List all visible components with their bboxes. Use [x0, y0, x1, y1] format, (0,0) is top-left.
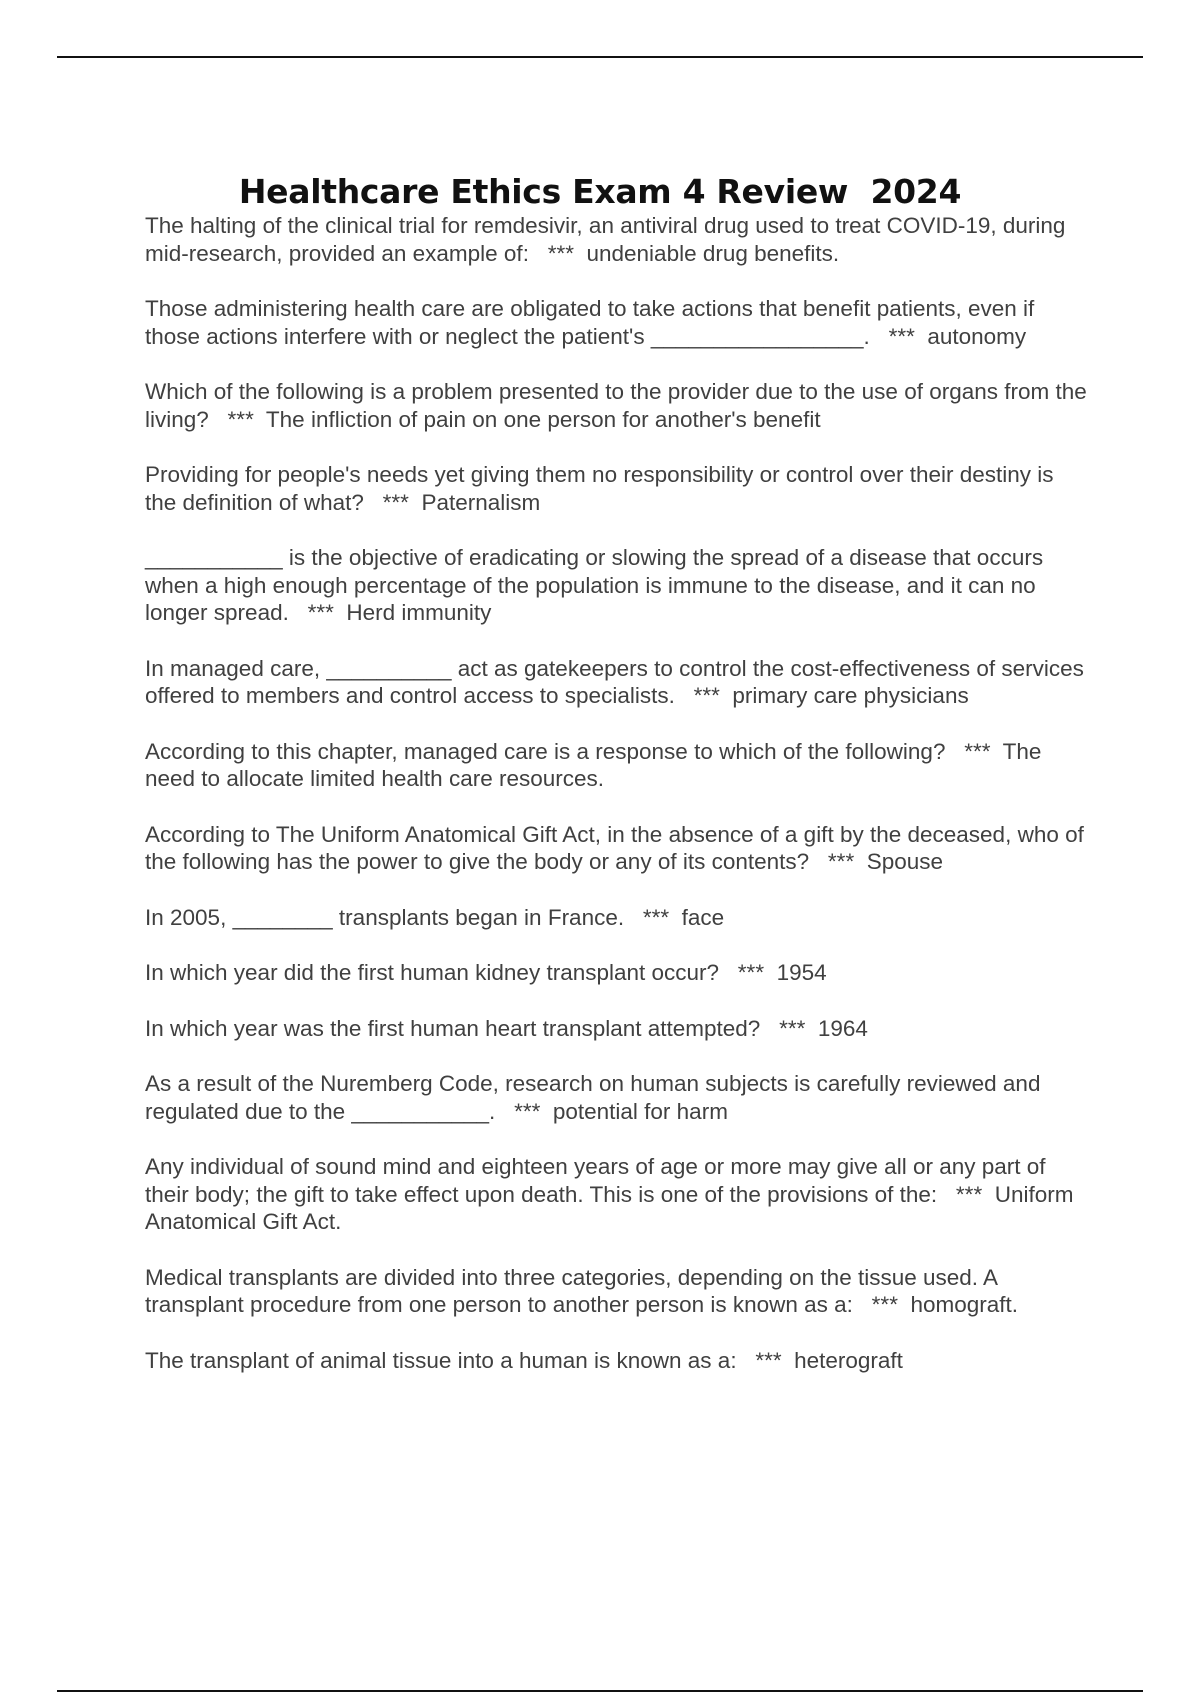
answer-separator: ***	[363, 489, 422, 515]
answer-separator: ***	[288, 600, 347, 625]
answer-text: homograft.	[910, 1292, 1019, 1317]
answer-text: autonomy	[927, 323, 1027, 349]
question-text: Any individual of sound mind and eighteen years of age or more may give all or any part of their body; the gift to take effect upon death. This is one of the provisions of the:	[145, 1154, 1046, 1207]
answer-text: heterograft	[794, 1347, 903, 1373]
answer-text: undeniable drug benefits.	[586, 240, 840, 266]
answer-text: The need to allocate limited health care resources.	[145, 738, 1042, 791]
answer-separator: ***	[495, 1098, 553, 1124]
question-text: The halting of the clinical trial for remdesivir, an antiviral drug used to treat COVID-19, during mid-research, provided an example of:	[145, 213, 1066, 266]
question-text: Medical transplants are divided into three categories, depending on the tissue used. A transplant procedure from one person to another person is known as a:	[145, 1264, 997, 1317]
qa-list	[145, 212, 1090, 1402]
qa-item	[145, 959, 1090, 987]
qa-item	[145, 1264, 1090, 1319]
qa-item	[145, 212, 1090, 267]
answer-separator: ***	[945, 738, 1003, 764]
answer-text: primary care physicians	[732, 683, 969, 708]
qa-item	[145, 655, 1090, 710]
answer-separator: ***	[624, 904, 682, 930]
answer-text: potential for harm	[552, 1098, 728, 1124]
question-text: In managed care, __________ act as gatekeepers to control the cost-effectiveness of services offered to members and control access to specialists.	[145, 655, 1084, 708]
qa-item	[145, 1347, 1090, 1375]
answer-text: face	[681, 904, 725, 930]
answer-text: Paternalism	[421, 489, 541, 515]
answer-text: Spouse	[866, 849, 944, 874]
answer-separator: ***	[869, 323, 928, 349]
answer-separator: ***	[674, 683, 733, 708]
question-text: According to this chapter, managed care is a response to which of the following?	[145, 738, 946, 764]
question-text: ___________ is the objective of eradicating or slowing the spread of a disease that occurs when a high enough percentage of the population is immune to the disease, and it can no longer spread.	[145, 545, 1044, 625]
answer-separator: ***	[760, 1015, 818, 1041]
answer-text: Uniform Anatomical Gift Act.	[145, 1181, 1074, 1234]
question-text: The transplant of animal tissue into a human is known as a:	[145, 1347, 737, 1373]
answer-separator: ***	[736, 1347, 795, 1373]
answer-separator: ***	[937, 1181, 995, 1207]
answer-text: The infliction of pain on one person for another's benefit	[265, 406, 821, 432]
qa-item	[145, 295, 1090, 350]
qa-item	[145, 904, 1090, 932]
question-text: Providing for people's needs yet giving them no responsibility or control over their destiny is the definition of what?	[145, 462, 1054, 515]
answer-separator: ***	[809, 849, 867, 874]
answer-text: 1964	[817, 1015, 868, 1041]
page-title: Healthcare Ethics Exam 4 Review 2024	[238, 172, 962, 212]
answer-separator: ***	[528, 240, 587, 266]
answer-text: Herd immunity	[346, 600, 492, 625]
bottom-rule	[57, 1690, 1143, 1692]
answer-separator: ***	[208, 406, 266, 432]
question-text: According to The Uniform Anatomical Gift Act, in the absence of a gift by the deceased, who of the following has the power to give the body or any of its contents?	[145, 821, 1084, 874]
qa-item	[145, 461, 1090, 516]
answer-separator: ***	[852, 1292, 911, 1317]
qa-item	[145, 1070, 1090, 1125]
qa-item	[145, 378, 1090, 433]
question-text: In which year did the first human kidney transplant occur?	[145, 960, 720, 985]
qa-item	[145, 544, 1090, 627]
answer-text: 1954	[776, 960, 827, 985]
qa-item	[145, 1153, 1090, 1236]
question-text: In 2005, ________ transplants began in France.	[145, 904, 625, 930]
question-text: Those administering health care are obligated to take actions that benefit patients, even if those actions interfere with or neglect the patient's _________________.	[145, 296, 1035, 349]
question-text: As a result of the Nuremberg Code, research on human subjects is carefully reviewed and regulated due to the ___________.	[145, 1071, 1041, 1124]
answer-separator: ***	[719, 960, 777, 985]
top-rule	[57, 56, 1143, 58]
qa-item	[145, 738, 1090, 793]
question-text: In which year was the first human heart transplant attempted?	[145, 1015, 761, 1041]
question-text: Which of the following is a problem presented to the provider due to the use of organs from the living?	[145, 379, 1087, 432]
qa-item	[145, 1015, 1090, 1043]
qa-item	[145, 821, 1090, 876]
